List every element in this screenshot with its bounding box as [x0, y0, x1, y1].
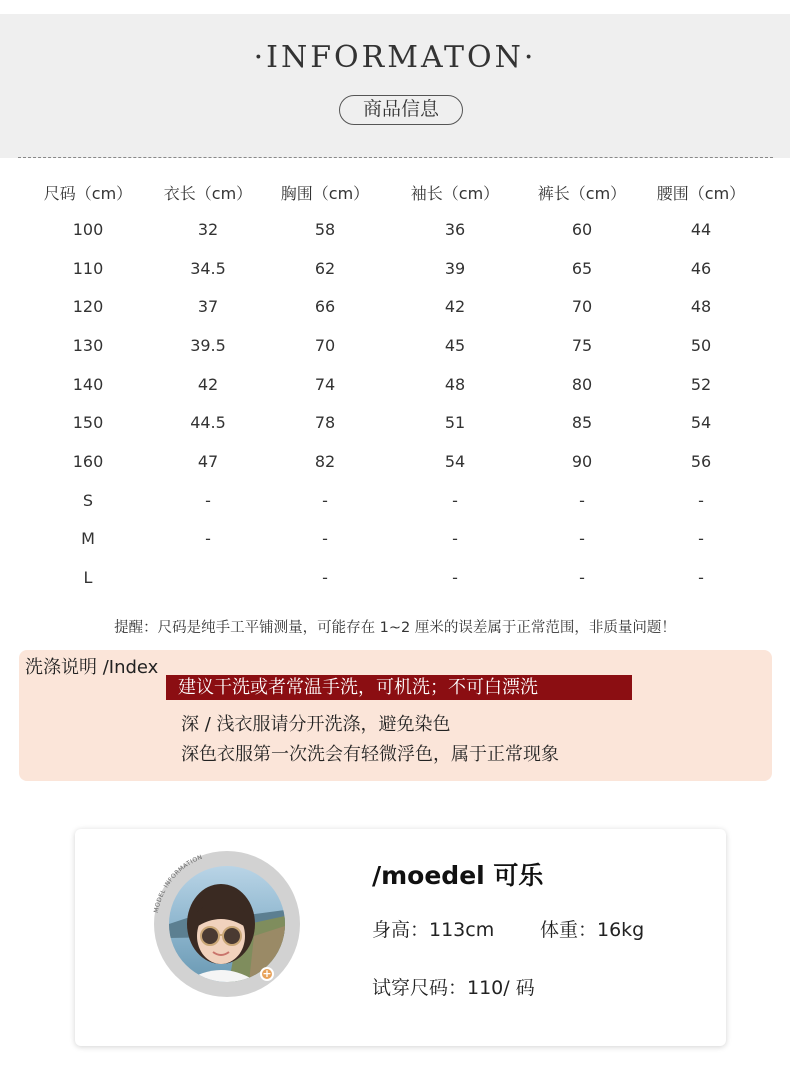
table-row	[0, 289, 790, 325]
table-cell: 62	[314, 259, 336, 278]
table-cell: 52	[690, 375, 712, 394]
table-cell: 160	[72, 452, 104, 471]
table-cell: -	[205, 529, 211, 548]
table-cell: 78	[314, 413, 336, 432]
table-cell: -	[322, 491, 328, 510]
table-cell: 65	[571, 259, 593, 278]
table-cell: 140	[72, 375, 104, 394]
table-cell: 54	[444, 452, 466, 471]
table-cell: 80	[571, 375, 593, 394]
wash-banner	[166, 675, 632, 700]
table-cell: -	[452, 568, 458, 587]
table-row	[0, 560, 790, 596]
table-cell: 75	[571, 336, 593, 355]
avatar	[169, 866, 285, 982]
table-cell: -	[322, 529, 328, 548]
table-row	[0, 483, 790, 519]
table-cell: -	[579, 529, 585, 548]
table-cell: 37	[197, 297, 219, 316]
table-cell: 110	[72, 259, 104, 278]
table-cell: 48	[444, 375, 466, 394]
table-row	[0, 212, 790, 248]
model-trial-size: 试穿尺码：110/ 码	[372, 977, 535, 999]
table-cell: 100	[72, 220, 104, 239]
table-header-row	[0, 176, 790, 212]
section-subtitle-pill: 商品信息	[339, 95, 463, 125]
table-cell: -	[322, 568, 328, 587]
table-cell: 150	[72, 413, 104, 432]
header-cell: 胸围（cm）	[280, 184, 370, 203]
table-cell: 90	[571, 452, 593, 471]
table-cell: 50	[690, 336, 712, 355]
wash-instruction-2: 深色衣服第一次洗会有轻微浮色，属于正常现象	[181, 744, 559, 765]
table-cell	[158, 560, 258, 596]
header-cell: 袖长（cm）	[410, 184, 500, 203]
wash-instruction-1: 深 / 浅衣服请分开洗涤，避免染色	[181, 714, 451, 735]
washing-instructions	[19, 650, 772, 781]
table-row	[0, 444, 790, 480]
table-cell: 56	[690, 452, 712, 471]
table-cell: 66	[314, 297, 336, 316]
table-cell: 85	[571, 413, 593, 432]
header-cell: 裤长（cm）	[537, 184, 627, 203]
table-cell: 47	[197, 452, 219, 471]
model-weight: 体重：16kg	[540, 919, 645, 941]
table-cell: 45	[444, 336, 466, 355]
table-cell: -	[698, 491, 704, 510]
table-cell: 70	[314, 336, 336, 355]
table-cell: 82	[314, 452, 336, 471]
table-row	[0, 328, 790, 364]
table-cell: S	[82, 491, 94, 510]
measurement-notice: 提醒：尺码是纯手工平铺测量，可能存在 1~2 厘米的误差属于正常范围，非质量问题！	[114, 620, 676, 636]
ring-text: MODEL INFORMATION	[152, 853, 204, 914]
table-cell: 32	[197, 220, 219, 239]
table-cell: -	[698, 529, 704, 548]
table-cell: 58	[314, 220, 336, 239]
table-cell: M	[81, 529, 95, 548]
table-cell: 70	[571, 297, 593, 316]
divider	[18, 157, 773, 158]
table-cell: -	[452, 529, 458, 548]
table-cell: 48	[690, 297, 712, 316]
header-cell: 尺码（cm）	[43, 184, 133, 203]
header-cell: 腰围（cm）	[656, 184, 746, 203]
table-cell: 44	[690, 220, 712, 239]
table-cell: -	[579, 491, 585, 510]
table-row	[0, 251, 790, 287]
table-cell: 51	[444, 413, 466, 432]
header-band	[0, 14, 790, 158]
model-height: 身高：113cm	[372, 919, 495, 941]
table-cell: -	[579, 568, 585, 587]
table-cell: L	[83, 568, 93, 587]
table-cell: 36	[444, 220, 466, 239]
table-row	[0, 521, 790, 557]
header-cell: 衣长（cm）	[163, 184, 253, 203]
table-cell: 130	[72, 336, 104, 355]
table-cell: 120	[72, 297, 104, 316]
table-cell: 60	[571, 220, 593, 239]
table-cell: -	[452, 491, 458, 510]
table-cell: -	[205, 491, 211, 510]
table-cell: 39.5	[190, 336, 226, 355]
wash-banner-text: 建议干洗或者常温手洗，可机洗；不可白漂洗	[178, 677, 538, 698]
table-cell: 74	[314, 375, 336, 394]
table-cell: -	[698, 568, 704, 587]
plus-icon: +	[260, 967, 274, 981]
table-row	[0, 405, 790, 441]
model-info-card	[75, 829, 726, 1046]
table-cell: 42	[197, 375, 219, 394]
table-cell: 44.5	[190, 413, 226, 432]
model-name: /moedel 可乐	[372, 861, 544, 890]
table-cell: 54	[690, 413, 712, 432]
table-cell: 42	[444, 297, 466, 316]
table-cell: 39	[444, 259, 466, 278]
page-title: ·INFORMATON·	[253, 40, 537, 75]
table-cell: 46	[690, 259, 712, 278]
table-cell: 34.5	[190, 259, 226, 278]
table-row	[0, 367, 790, 403]
wash-title: 洗涤说明 /Index	[25, 657, 159, 678]
